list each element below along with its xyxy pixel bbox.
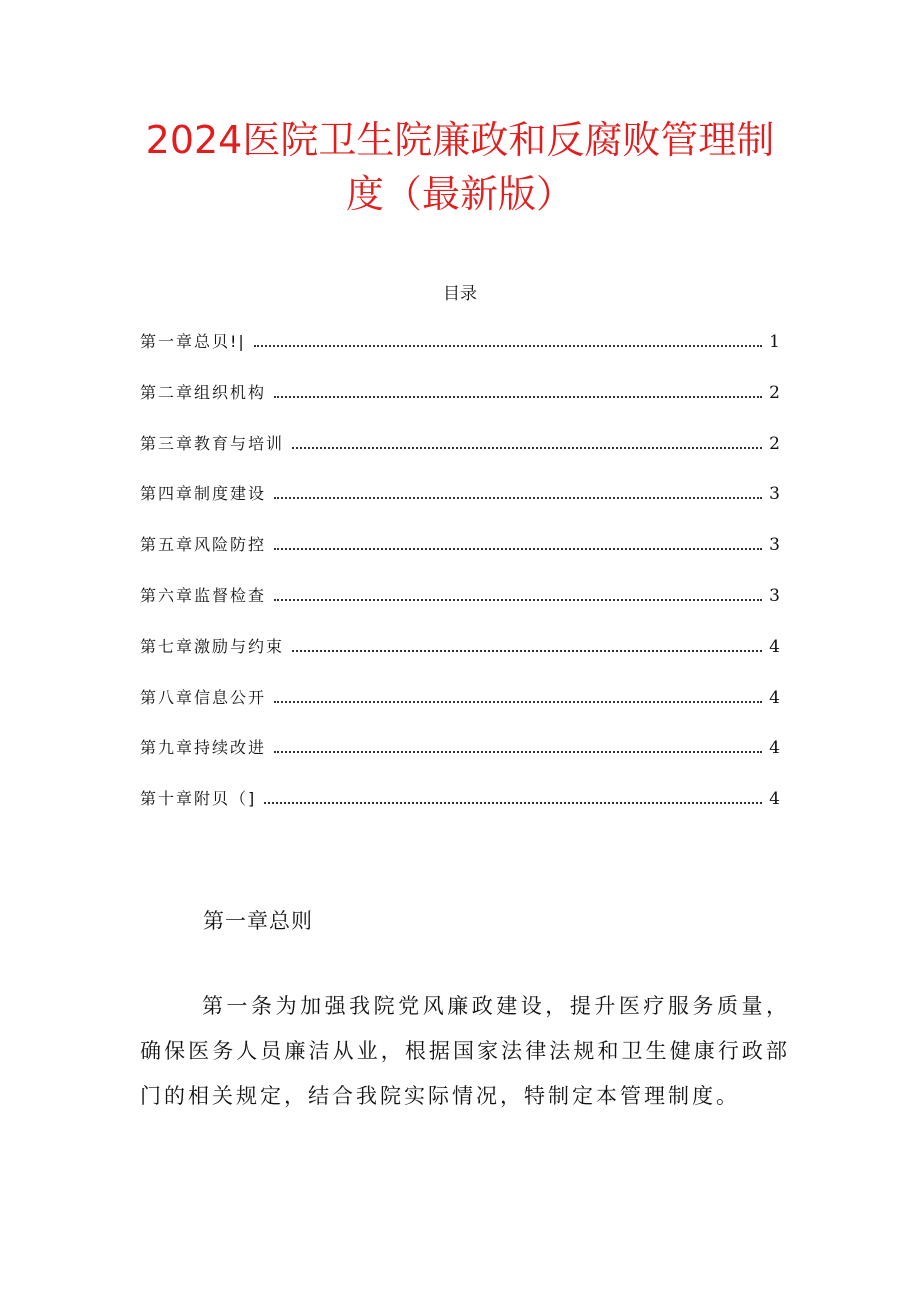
toc-entry-10[interactable]	[140, 787, 780, 838]
toc-entry-page: 2	[769, 382, 780, 403]
toc-entry-2[interactable]	[140, 381, 780, 432]
toc-entry-label: 第二章组织机构	[140, 382, 267, 402]
toc-leader-dots	[274, 496, 762, 499]
toc-entry-page: 4	[769, 738, 780, 759]
toc-leader-dots	[274, 598, 762, 601]
toc-entry-page: 4	[769, 789, 780, 810]
toc-entry-label: 第九章持续改进	[140, 738, 267, 758]
toc-entry-label: 第六章监督检查	[140, 585, 267, 605]
toc-entry-4[interactable]	[140, 482, 780, 533]
document-title-line-1: 2024医院卫生院廉政和反腐败管理制	[145, 118, 775, 162]
toc-entry-9[interactable]	[140, 736, 780, 787]
toc-entry-page: 1	[769, 332, 780, 352]
toc-entry-label: 第三章教育与培训	[140, 433, 285, 453]
article-paragraph: 第一条为加强我院党风廉政建设，提升医疗服务质量，确保医务人员廉洁从业，根据国家法律法规和卫生健康行政部门的相关规定，结合我院实际情况，特制定本管理制度。	[140, 994, 790, 1108]
table-of-contents	[140, 330, 780, 838]
toc-entry-5[interactable]	[140, 533, 780, 584]
toc-entry-3[interactable]	[140, 432, 780, 483]
toc-entry-8[interactable]	[140, 686, 780, 737]
toc-entry-page: 3	[769, 484, 780, 505]
toc-entry-label: 第八章信息公开	[140, 687, 267, 707]
toc-entry-7[interactable]	[140, 635, 780, 686]
toc-entry-page: 3	[769, 585, 780, 606]
toc-entry-page: 4	[769, 687, 780, 708]
toc-entry-label: 第五章风险防控	[140, 535, 267, 555]
toc-entry-1[interactable]	[140, 330, 780, 381]
toc-entry-page: 3	[769, 535, 780, 556]
toc-entry-label: 第四章制度建设	[140, 484, 267, 504]
document-title-line-2: 度（最新版）	[345, 172, 574, 216]
toc-leader-dots	[274, 547, 762, 550]
toc-heading: 目录	[443, 284, 477, 304]
chapter-heading: 第一章总则	[203, 909, 313, 933]
toc-leader-dots	[254, 344, 762, 347]
toc-leader-dots	[274, 395, 762, 398]
toc-leader-dots	[274, 700, 762, 703]
toc-leader-dots	[264, 801, 762, 804]
toc-entry-page: 2	[769, 433, 780, 454]
toc-entry-6[interactable]	[140, 584, 780, 635]
toc-leader-dots	[274, 750, 762, 753]
toc-entry-label: 第一章总贝!|	[140, 332, 246, 351]
toc-entry-label: 第七章激励与约束	[140, 636, 285, 656]
toc-leader-dots	[292, 446, 762, 449]
toc-entry-label: 第十章附贝（]	[140, 789, 257, 809]
toc-entry-page: 4	[769, 636, 780, 657]
toc-leader-dots	[292, 649, 762, 652]
